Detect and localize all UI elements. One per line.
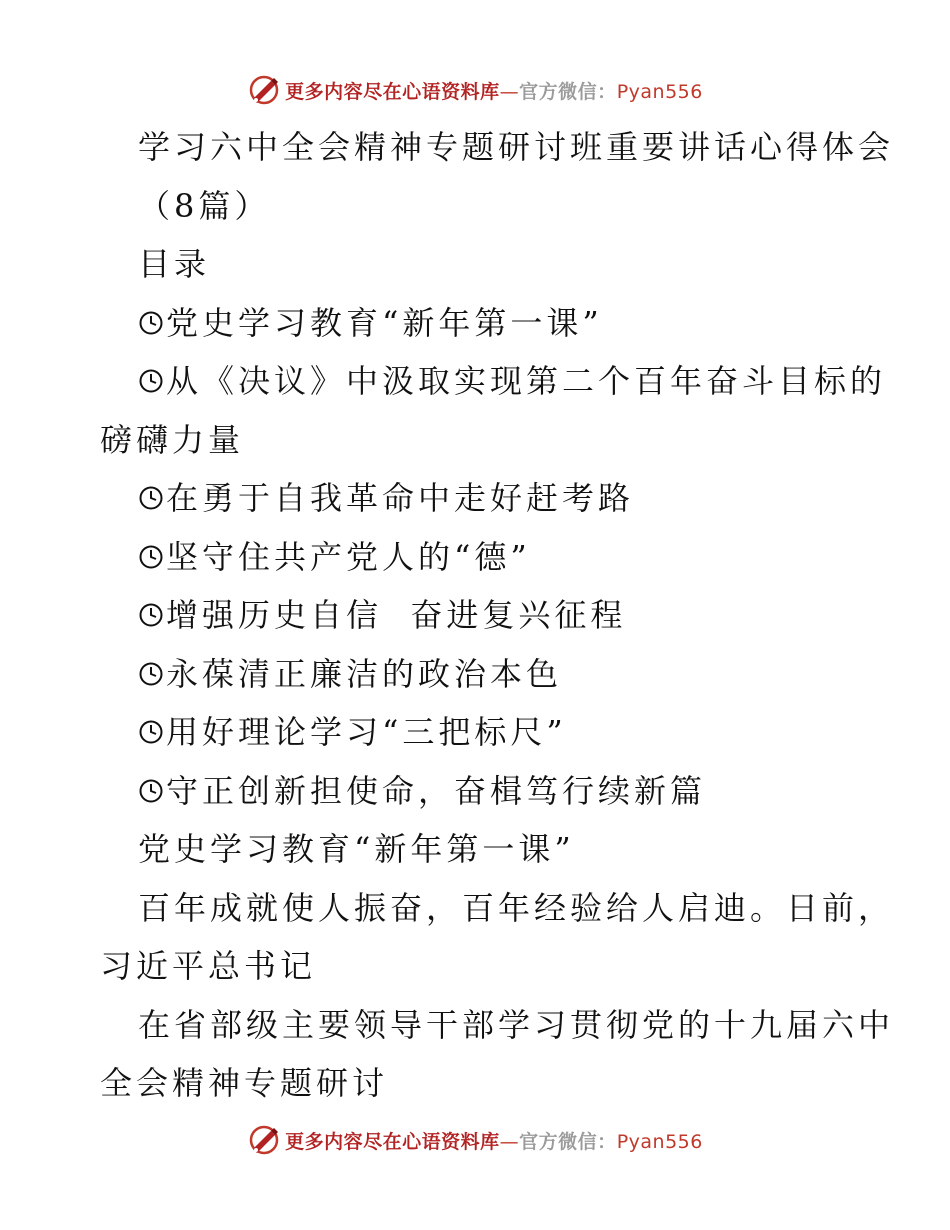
banner-account: Pyan556	[616, 1130, 703, 1153]
toc-item-label: 增强历史自信 奋进复兴征程	[166, 596, 627, 634]
clock-icon	[138, 719, 164, 745]
toc-item-continuation: 磅礴力量	[100, 420, 245, 459]
pen-logo-icon	[247, 1123, 281, 1157]
toc-item	[100, 352, 887, 411]
clock-icon	[138, 310, 164, 336]
toc-item	[100, 294, 860, 353]
clock-icon	[138, 368, 164, 394]
toc-item	[100, 528, 860, 587]
document-title-line2: （8篇）	[138, 186, 271, 225]
document-body	[100, 118, 895, 1113]
banner-separator: —	[499, 80, 520, 103]
toc-item-label: 在勇于自我革命中走好赶考路	[166, 479, 635, 517]
section-heading: 党史学习教育“新年第一课”	[138, 830, 575, 868]
pen-logo-icon	[247, 73, 281, 107]
banner-site-text: 更多内容尽在心语资料库	[285, 1130, 500, 1153]
toc-item-label: 从《决议》中汲取实现第二个百年奋斗目标的	[166, 362, 887, 400]
banner-wechat-label: 官方微信：	[519, 80, 617, 103]
toc-item-label: 守正创新担使命，奋楫笃行续新篇	[166, 771, 707, 810]
paragraph-line: 在省部级主要领导干部学习贯彻党的十九届六中	[138, 1005, 895, 1044]
banner-site-text: 更多内容尽在心语资料库	[285, 80, 500, 103]
clock-icon	[138, 602, 164, 628]
toc-item-label: 永葆清正廉洁的政治本色	[166, 654, 563, 693]
banner-text	[285, 1127, 703, 1154]
toc-item-label: 坚守住共产党人的“德”	[166, 537, 531, 576]
banner-wechat-label: 官方微信：	[519, 1130, 617, 1153]
footer-banner	[0, 1120, 950, 1160]
document-title-line1: 学习六中全会精神专题研讨班重要讲话心得体会	[138, 128, 895, 166]
banner-separator: —	[499, 1130, 520, 1153]
toc-item	[100, 469, 860, 528]
toc-item-label: 党史学习教育“新年第一课”	[166, 303, 603, 342]
clock-icon	[138, 778, 164, 804]
toc-item	[100, 762, 860, 821]
toc-item	[100, 645, 860, 704]
header-banner	[0, 70, 950, 110]
toc-heading: 目录	[138, 245, 211, 283]
paragraph-line: 习近平总书记	[100, 947, 317, 985]
toc-item	[100, 586, 860, 645]
clock-icon	[138, 485, 164, 511]
paragraph-line: 百年成就使人振奋，百年经验给人启迪。日前，	[138, 888, 895, 927]
banner-text	[285, 77, 703, 104]
clock-icon	[138, 661, 164, 687]
toc-item-label: 用好理论学习“三把标尺”	[166, 713, 567, 751]
paragraph-line: 全会精神专题研讨	[100, 1064, 389, 1102]
clock-icon	[138, 544, 164, 570]
toc-item	[100, 703, 860, 762]
banner-account: Pyan556	[616, 80, 703, 103]
